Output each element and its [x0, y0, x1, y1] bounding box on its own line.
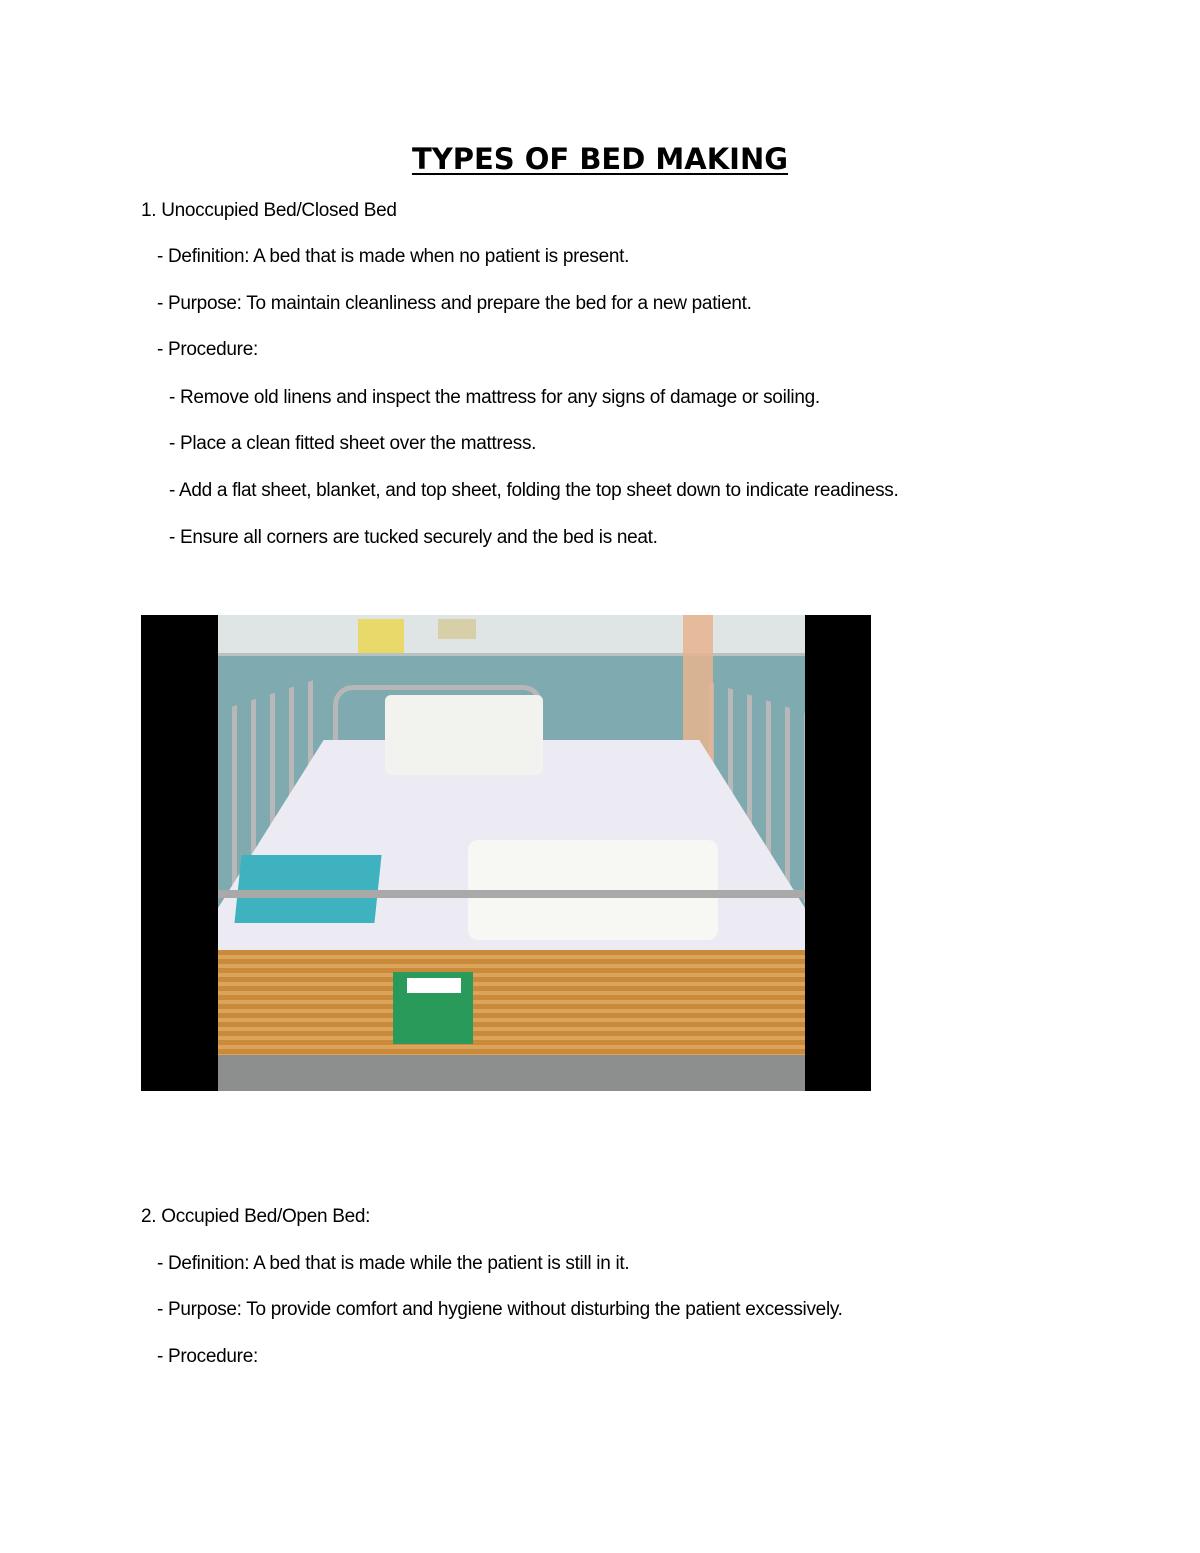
- section-2-heading: 2. Occupied Bed/Open Bed:: [141, 1206, 371, 1227]
- pillow: [385, 695, 543, 775]
- section-2-definition: - Definition: A bed that is made while the patient is still in it.: [157, 1253, 630, 1274]
- section-1-step: - Place a clean fitted sheet over the mattress.: [169, 433, 537, 454]
- hospital-bed-photo: [141, 615, 871, 1091]
- section-2-purpose: - Purpose: To provide comfort and hygiene without disturbing the patient excessively.: [157, 1299, 843, 1320]
- photo-content: [218, 615, 805, 1091]
- section-1-heading: 1. Unoccupied Bed/Closed Bed: [141, 200, 397, 221]
- bed-base: [218, 1055, 805, 1091]
- wall-socket: [438, 619, 476, 639]
- document-title: TYPES OF BED MAKING: [411, 142, 789, 176]
- section-1-definition: - Definition: A bed that is made when no patient is present.: [157, 246, 630, 267]
- wall-sign: [358, 619, 404, 653]
- section-1-step: - Remove old linens and inspect the mattress for any signs of damage or soiling.: [169, 387, 820, 408]
- wall: [218, 615, 805, 656]
- foot-rail: [218, 890, 805, 898]
- blue-linen: [234, 855, 381, 923]
- footboard: [218, 950, 805, 1055]
- section-2-procedure-label: - Procedure:: [157, 1346, 258, 1367]
- section-1-step: - Add a flat sheet, blanket, and top sheet, folding the top sheet down to indicate readiness.: [169, 480, 899, 501]
- bed-tag: [393, 972, 473, 1044]
- section-1-purpose: - Purpose: To maintain cleanliness and prepare the bed for a new patient.: [157, 293, 752, 314]
- section-1-procedure-label: - Procedure:: [157, 339, 258, 360]
- section-1-step: - Ensure all corners are tucked securely and the bed is neat.: [169, 527, 658, 548]
